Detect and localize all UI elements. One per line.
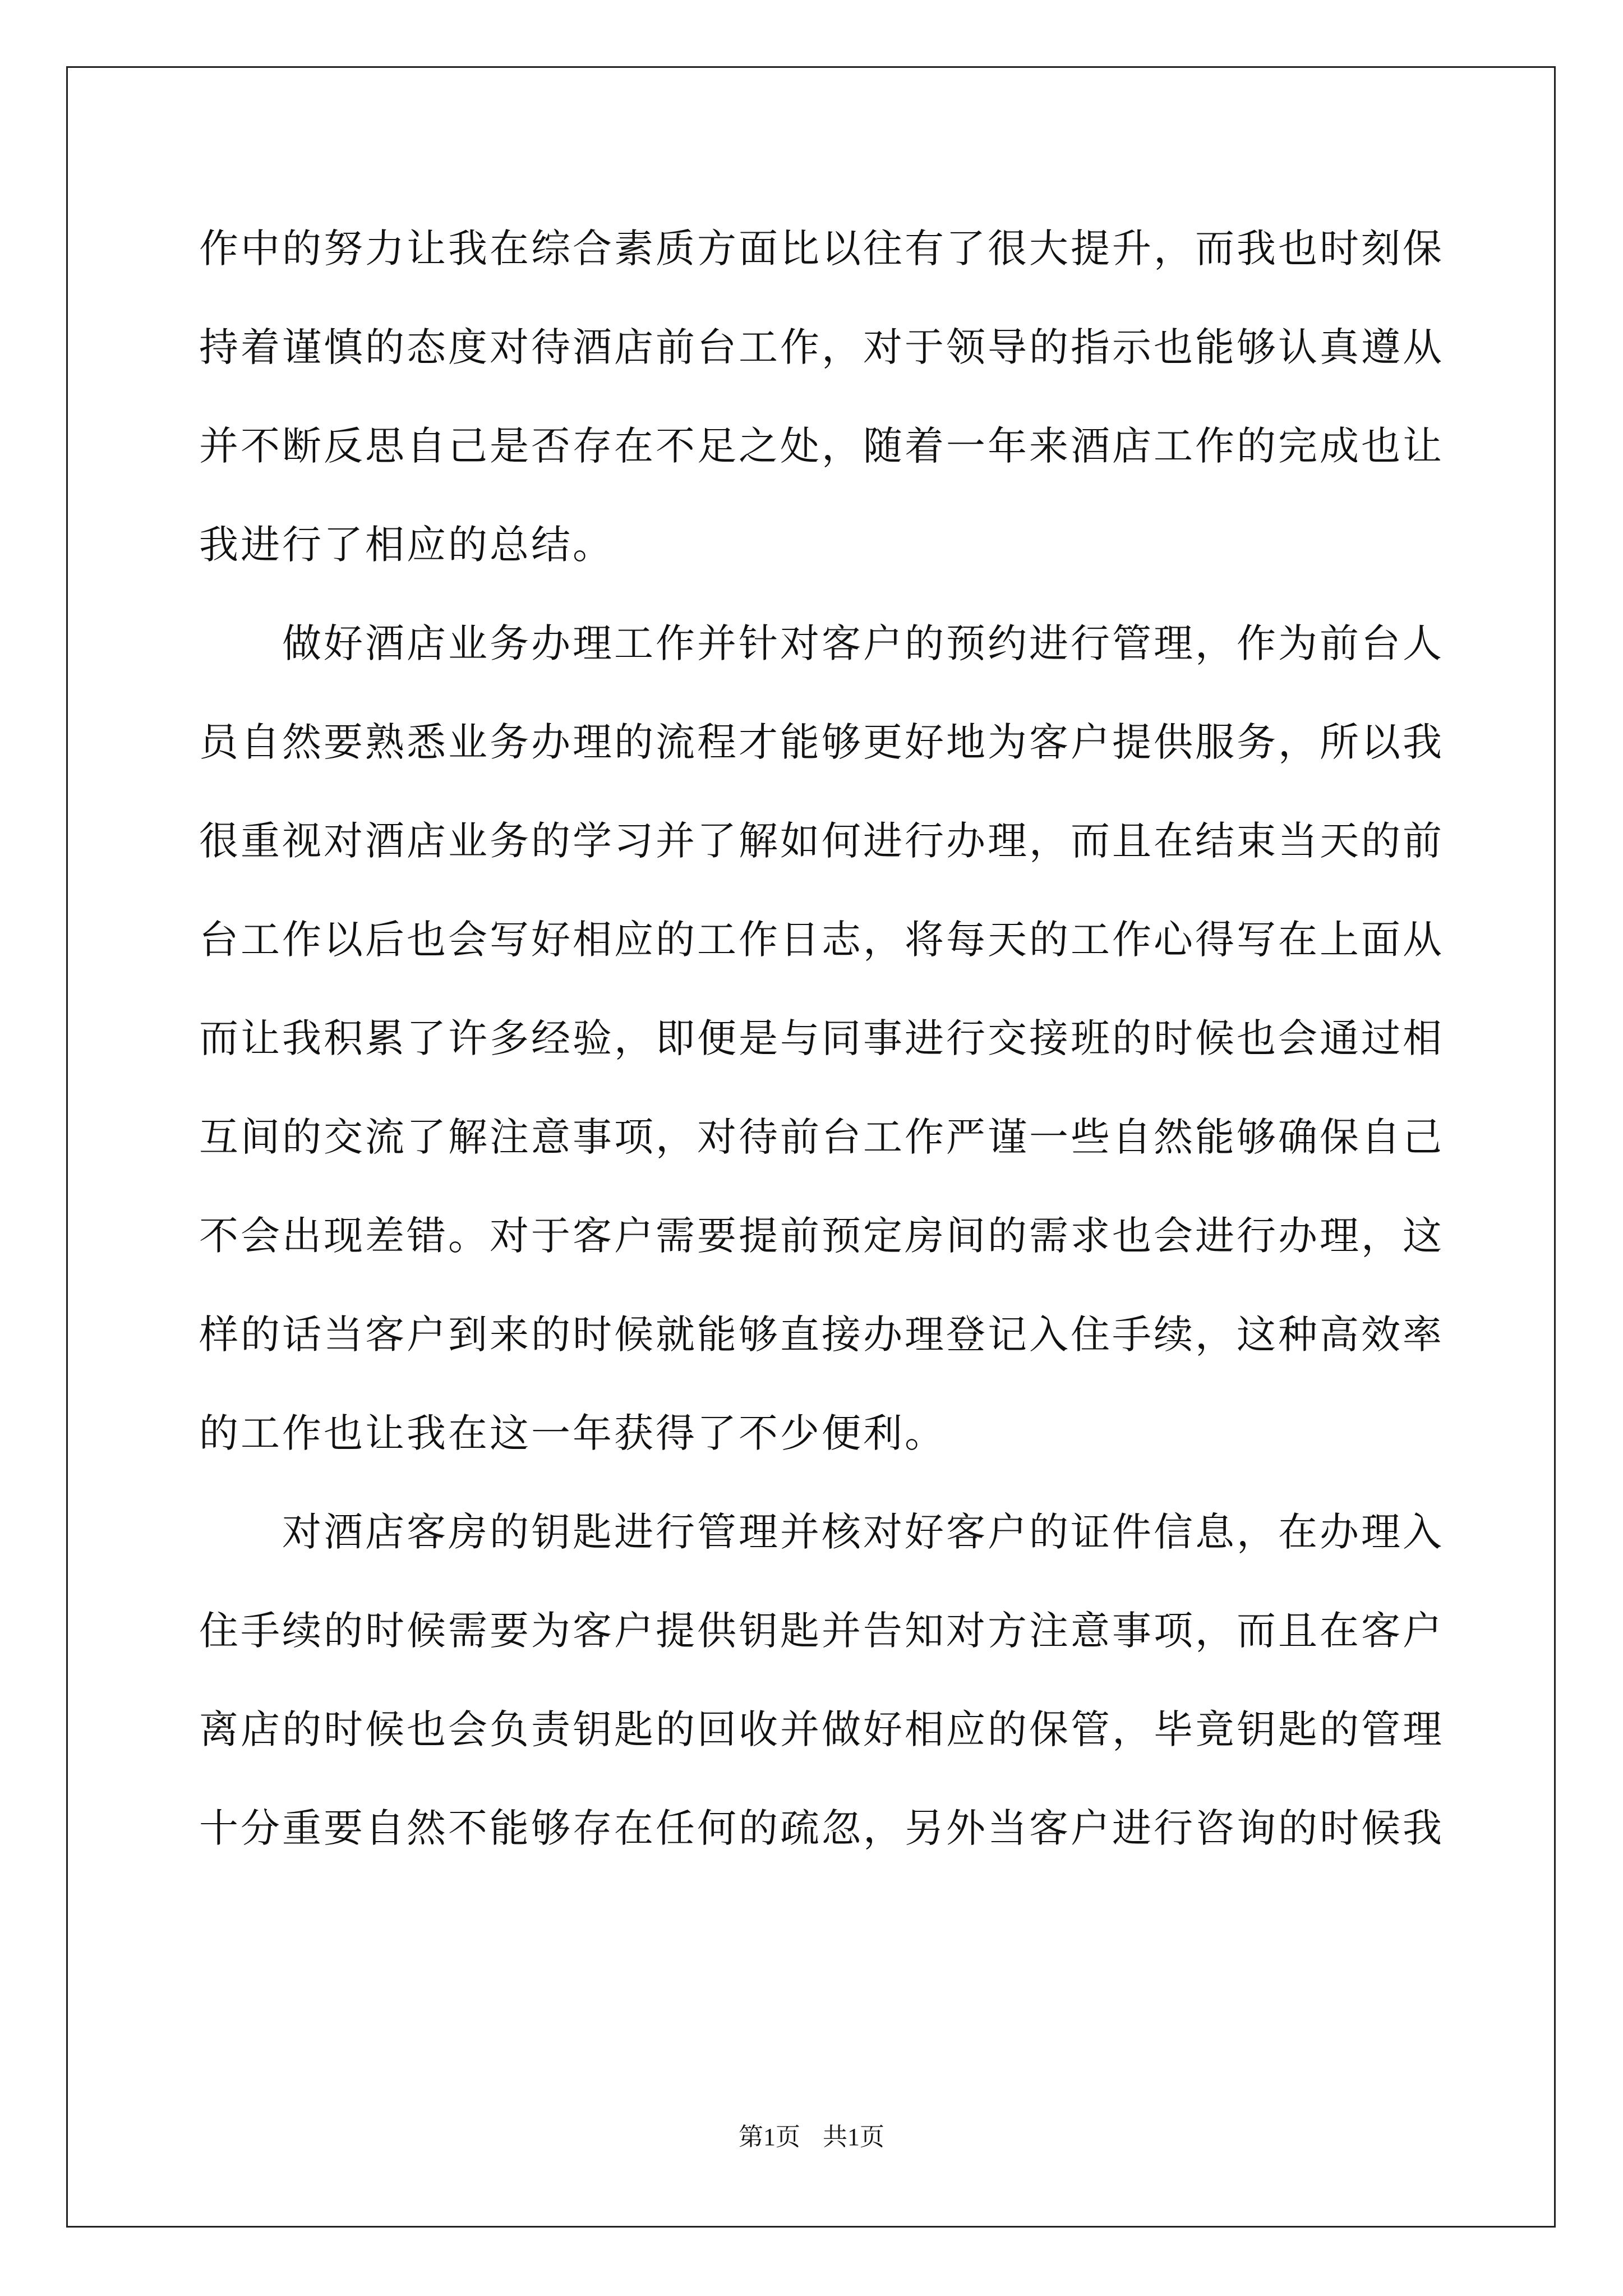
text-line: 而让我积累了许多经验，即便是与同事进行交接班的时候也会通过相 [199,1015,1444,1061]
page-number: 第1页 [739,2123,800,2151]
text-line: 作中的努力让我在综合素质方面比以往有了很大提升，而我也时刻保 [199,226,1444,272]
paragraph [199,1504,1444,1899]
text-line: 的工作也让我在这一年获得了不少便利。 [199,1410,946,1456]
page-total: 共1页 [823,2123,884,2151]
text-line: 台工作以后也会写好相应的工作日志，将每天的工作心得写在上面从 [199,917,1444,963]
page-footer [0,2120,1623,2154]
document-body [199,220,1444,1899]
text-line: 十分重要自然不能够存在任何的疏忽，另外当客户进行咨询的时候我 [199,1805,1444,1851]
text-line: 互间的交流了解注意事项，对待前台工作严谨一些自然能够确保自己 [199,1114,1444,1160]
text-line: 我进行了相应的总结。 [199,522,614,568]
paragraph [199,220,1444,615]
text-line: 不会出现差错。对于客户需要提前预定房间的需求也会进行办理，这 [199,1213,1444,1259]
text-line: 离店的时候也会负责钥匙的回收并做好相应的保管，毕竟钥匙的管理 [199,1706,1444,1752]
text-line: 对酒店客房的钥匙进行管理并核对好客户的证件信息，在办理入 [282,1509,1444,1555]
text-line: 员自然要熟悉业务办理的流程才能够更好地为客户提供服务，所以我 [199,719,1444,765]
text-line: 持着谨慎的态度对待酒店前台工作，对于领导的指示也能够认真遵从 [199,324,1444,370]
text-line: 样的话当客户到来的时候就能够直接办理登记入住手续，这种高效率 [199,1312,1444,1358]
text-line: 很重视对酒店业务的学习并了解如何进行办理，而且在结束当天的前 [199,818,1444,864]
text-line: 并不断反思自己是否存在不足之处，随着一年来酒店工作的完成也让 [199,423,1444,469]
text-line: 住手续的时候需要为客户提供钥匙并告知对方注意事项，而且在客户 [199,1608,1444,1654]
text-line: 做好酒店业务办理工作并针对客户的预约进行管理，作为前台人 [282,620,1444,666]
paragraph [199,615,1444,1504]
